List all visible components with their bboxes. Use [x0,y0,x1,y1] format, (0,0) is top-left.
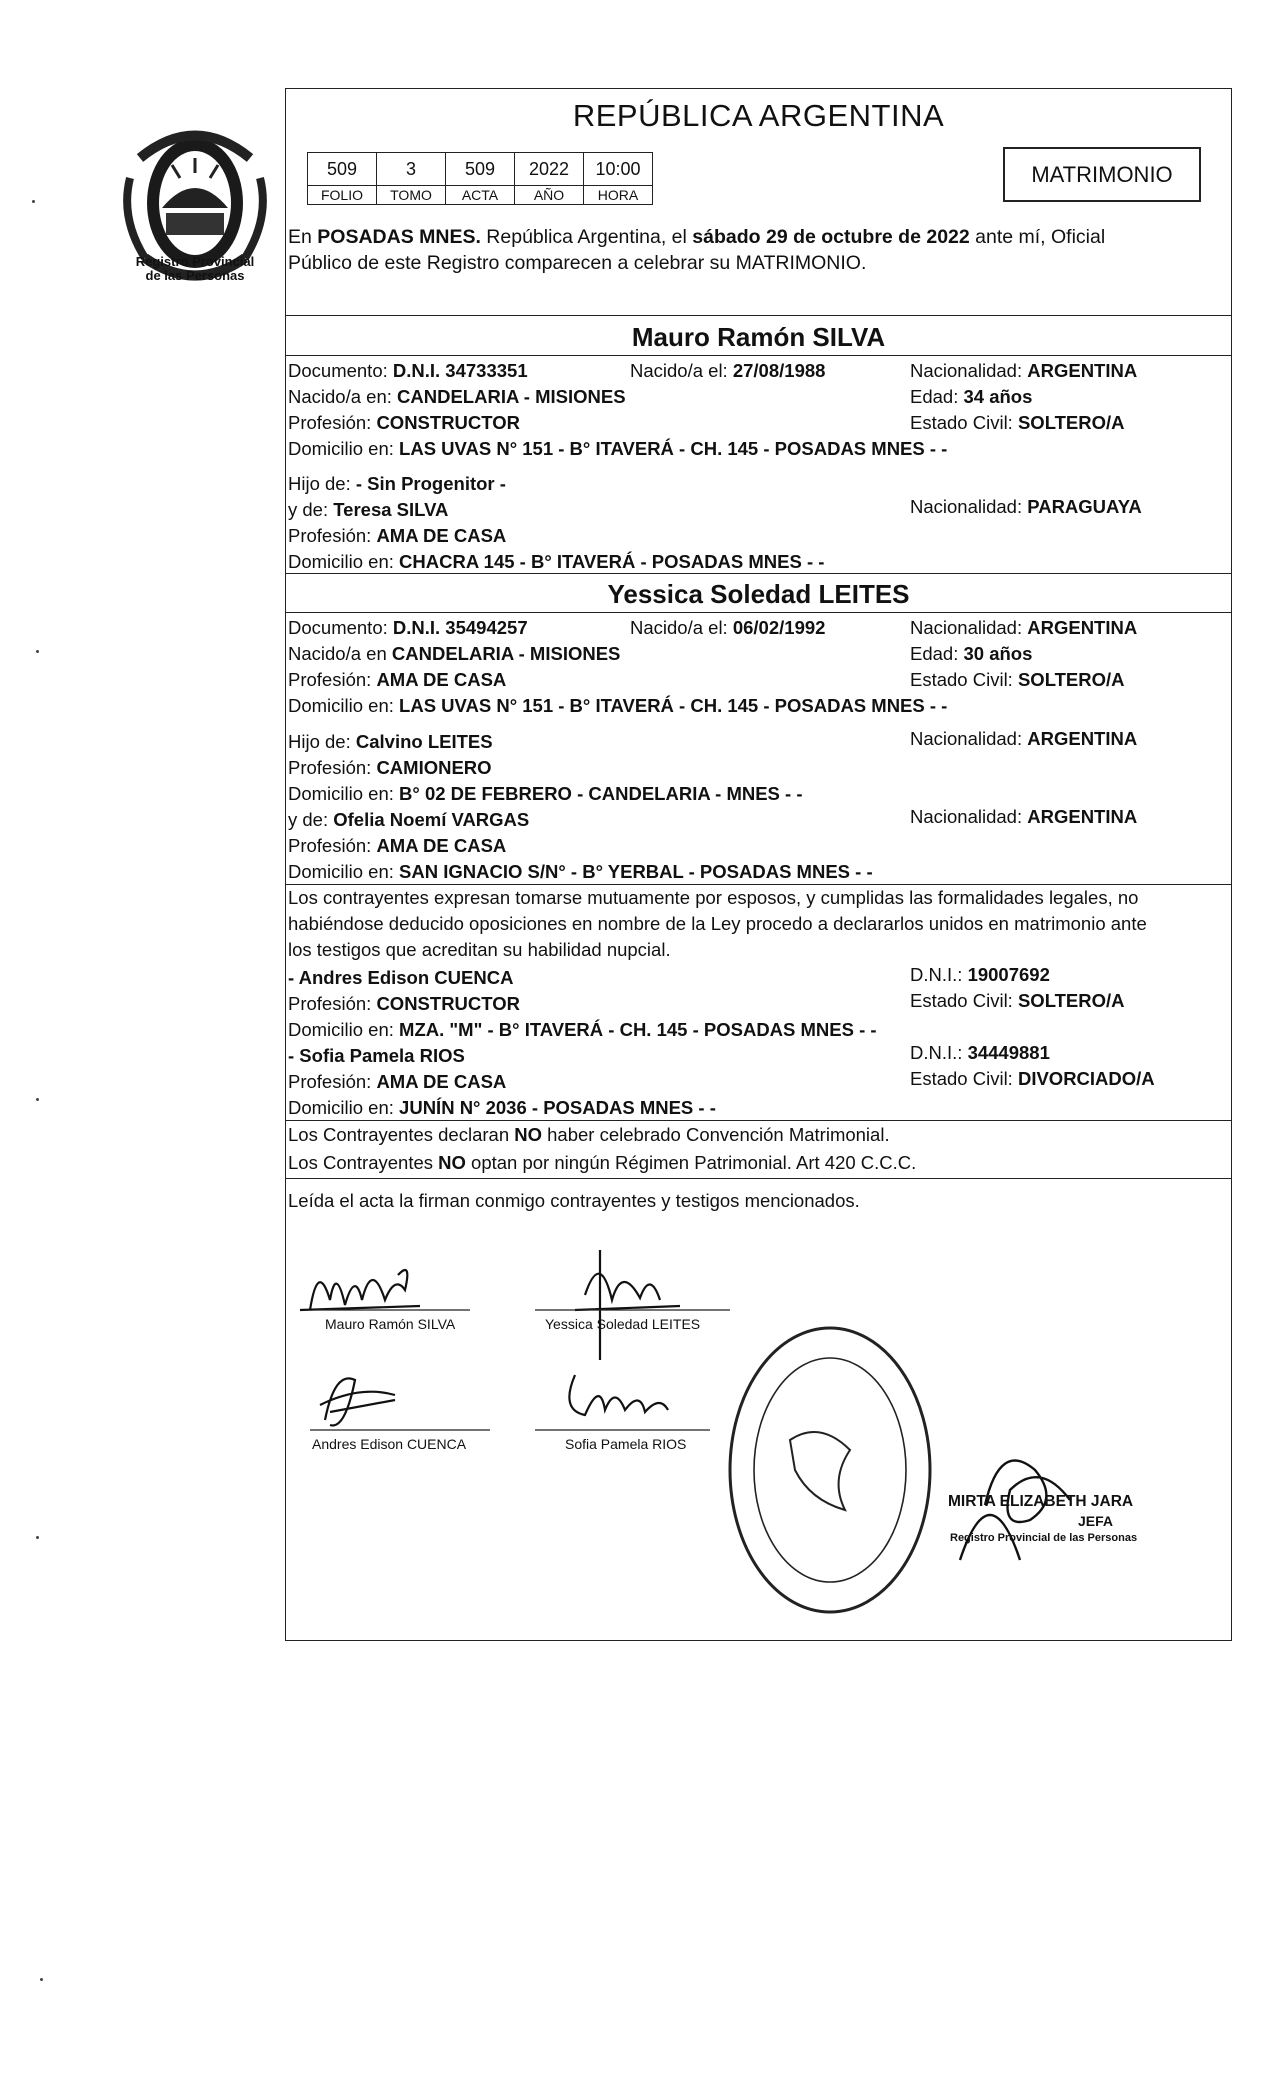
spouse2-mother [288,809,529,831]
spouse2-nationality [910,617,1137,639]
value: 34449881 [967,1042,1050,1063]
label: Profesión: [288,412,372,433]
spouse2-father-profession [288,757,492,779]
signature-name: Mauro Ramón SILVA [325,1316,456,1332]
label: Hijo de: [288,731,351,752]
label: Estado Civil: [910,669,1013,690]
spouse1-name: Mauro Ramón SILVA [631,322,886,352]
label: Edad: [910,386,959,407]
label: Domicilio en: [288,783,394,804]
spouse2-father-nationality [910,728,1137,750]
registry-table [307,152,653,205]
label: Documento: [288,360,388,381]
declaration-line: habiéndose deducido oposiciones en nombre de la Ley procedo a declararlos unidos en matrimonio ante [288,913,1147,934]
label: Estado Civil: [910,412,1013,433]
spouse1-document [288,360,528,382]
value: CANDELARIA - MISIONES [391,643,621,664]
divider [285,355,1232,356]
value: LAS UVAS N° 151 - B° ITAVERÁ - CH. 145 - POSADAS MNES - - [399,695,948,716]
value: Teresa SILVA [333,499,449,520]
witness2-name [288,1045,465,1067]
value: 19007692 [967,964,1050,985]
label: Domicilio en: [288,1097,394,1118]
value: SAN IGNACIO S/N° - B° YERBAL - POSADAS MNES - - [399,861,873,882]
value: AMA DE CASA [376,1071,507,1092]
logo-caption-line: Registro Provincial [135,254,255,269]
divider [285,612,1232,613]
text: optan por ningún Régimen Patrimonial. Art 420 C.C.C. [465,1152,917,1173]
label: Profesión: [288,993,372,1014]
intro-text: República Argentina, el [480,226,693,248]
label: D.N.I.: [910,1042,963,1063]
acta-label: ACTA [446,186,515,205]
spouse2-mother-nationality [910,806,1137,828]
scan-mark [40,1978,43,1981]
witness1-civil-status [910,990,1125,1012]
label: Nacionalidad: [910,728,1023,749]
label: Profesión: [288,669,372,690]
label: Profesión: [288,757,372,778]
label: y de: [288,809,329,830]
label: Profesión: [288,835,372,856]
spouse2-address [288,695,947,717]
value: CHACRA 145 - B° ITAVERÁ - POSADAS MNES - - [399,551,825,572]
label: Nacido/a el: [630,360,728,381]
official-title: JEFA [1078,1513,1114,1529]
spouse1-father [288,473,506,495]
signature-name: Yessica Soledad LEITES [545,1316,701,1332]
text-bold: NO [514,1124,542,1145]
intro-date: sábado 29 de octubre de 2022 [692,226,970,248]
ano-label: AÑO [515,186,584,205]
value: SOLTERO/A [1017,669,1125,690]
value: PARAGUAYA [1027,496,1142,517]
witness2-civil-status [910,1068,1155,1090]
value: LAS UVAS N° 151 - B° ITAVERÁ - CH. 145 - POSADAS MNES - - [399,438,948,459]
intro-city: POSADAS MNES. [317,226,481,248]
spouse2-document [288,617,528,639]
text: Los Contrayentes declaran [288,1124,515,1145]
value: - Sofia Pamela RIOS [288,1045,465,1066]
declaration-line: Los contrayentes expresan tomarse mutuamente por esposos, y cumplidas las formalidades legales, no [288,887,1139,908]
spouse1-nationality [910,360,1137,382]
tomo-label: TOMO [377,186,446,205]
label: Domicilio en: [288,551,394,572]
divider [285,315,1232,316]
spouse2-age [910,643,1032,665]
label: Nacionalidad: [910,617,1023,638]
label: Domicilio en: [288,861,394,882]
official-name: MIRTA ELIZABETH JARA [948,1493,1134,1510]
country-title: REPÚBLICA ARGENTINA [572,98,945,133]
closing-text: Leída el acta la firman conmigo contrayentes y testigos mencionados. [288,1190,860,1211]
text-bold: NO [438,1152,466,1173]
value: 06/02/1992 [732,617,826,638]
signature-name: Andres Edison CUENCA [312,1436,467,1452]
label: Profesión: [288,525,372,546]
declaration-line: los testigos que acreditan su habilidad nupcial. [288,939,671,960]
witness1-profession [288,993,520,1015]
value: Calvino LEITES [355,731,493,752]
value: ARGENTINA [1027,728,1138,749]
ano-value: 2022 [515,153,584,186]
value: ARGENTINA [1027,617,1138,638]
value: 27/08/1988 [732,360,826,381]
value: CANDELARIA - MISIONES [397,386,626,407]
text: haber celebrado Convención Matrimonial. [542,1124,890,1145]
official-office: Registro Provincial de las Personas [950,1532,1138,1544]
divider [285,573,1232,574]
label: Estado Civil: [910,990,1013,1011]
divider [285,1120,1232,1121]
folio-value: 509 [308,153,377,186]
value: B° 02 DE FEBRERO - CANDELARIA - MNES - - [399,783,803,804]
logo-caption [95,255,295,283]
spouse2-father-address [288,783,803,805]
label: Nacido/a el: [630,617,728,638]
label: Nacido/a en: [288,386,392,407]
divider [285,884,1232,885]
value: JUNÍN N° 2036 - POSADAS MNES - - [399,1097,716,1118]
logo-caption-line: de las Personas [145,268,245,283]
spouse2-mother-address [288,861,873,883]
hora-label: HORA [584,186,653,205]
value: ARGENTINA [1027,806,1138,827]
intro-text: ante mí, Oficial [969,226,1106,248]
spouse1-profession [288,412,520,434]
witness2-address [288,1097,716,1119]
spouse1-born-on [630,360,825,382]
label: Nacido/a en [288,643,387,664]
signature-name: Sofia Pamela RIOS [565,1436,687,1452]
witness2-dni [910,1042,1050,1064]
spouse2-born-in [288,643,620,665]
value: Ofelia Noemí VARGAS [333,809,530,830]
spouse2-mother-profession [288,835,506,857]
value: 34 años [963,386,1033,407]
label: Domicilio en: [288,695,394,716]
value: SOLTERO/A [1017,412,1125,433]
spouse1-mother-nationality [910,496,1142,518]
spouse1-mother-address [288,551,824,573]
convention-line-b [288,1152,916,1174]
label: Domicilio en: [288,1019,394,1040]
intro-line-2: Público de este Registro comparecen a celebrar su MATRIMONIO. [288,252,867,274]
witness1-name [288,967,513,989]
value: AMA DE CASA [376,525,507,546]
convention-line-a [288,1124,890,1146]
label: Nacionalidad: [910,496,1023,517]
tomo-value: 3 [377,153,446,186]
value: D.N.I. 35494257 [392,617,528,638]
value: AMA DE CASA [376,835,507,856]
spouse1-civil-status [910,412,1125,434]
text: Los Contrayentes [288,1152,439,1173]
spouse2-father [288,731,493,753]
folio-label: FOLIO [308,186,377,205]
value: ARGENTINA [1027,360,1138,381]
label: Estado Civil: [910,1068,1013,1089]
label: D.N.I.: [910,964,963,985]
spouse1-born-in [288,386,626,408]
value: - Andres Edison CUENCA [288,967,514,988]
value: CAMIONERO [376,757,492,778]
spouse2-civil-status [910,669,1125,691]
spouse1-address [288,438,947,460]
label: Domicilio en: [288,438,394,459]
value: MZA. "M" - B° ITAVERÁ - CH. 145 - POSADAS MNES - - [399,1019,877,1040]
scan-mark [36,650,39,653]
intro-paragraph [288,224,1226,276]
value: AMA DE CASA [376,669,507,690]
label: Documento: [288,617,388,638]
spouse1-age [910,386,1032,408]
spouse2-born-on [630,617,825,639]
spouse2-name: Yessica Soledad LEITES [607,579,910,609]
divider [285,1178,1232,1179]
hora-value: 10:00 [584,153,653,186]
label: Nacionalidad: [910,806,1023,827]
value: CONSTRUCTOR [376,412,520,433]
intro-line-1 [288,224,1226,250]
witness1-dni [910,964,1050,986]
value: DIVORCIADO/A [1017,1068,1155,1089]
witness2-profession [288,1071,506,1093]
spouse2-profession [288,669,506,691]
value: SOLTERO/A [1017,990,1125,1011]
label: Nacionalidad: [910,360,1023,381]
spouse1-mother-profession [288,525,506,547]
label: Edad: [910,643,959,664]
record-type-box: MATRIMONIO [1003,147,1201,202]
label: y de: [288,499,329,520]
scan-mark [36,1098,39,1101]
witness1-address [288,1019,877,1041]
scan-mark [36,1536,39,1539]
label: Hijo de: [288,473,351,494]
scan-mark [32,200,35,203]
label: Profesión: [288,1071,372,1092]
spouse1-mother [288,499,448,521]
value: CONSTRUCTOR [376,993,520,1014]
value: D.N.I. 34733351 [392,360,528,381]
value: - Sin Progenitor - [355,473,506,494]
acta-value: 509 [446,153,515,186]
intro-text: En [288,226,318,248]
value: 30 años [963,643,1033,664]
